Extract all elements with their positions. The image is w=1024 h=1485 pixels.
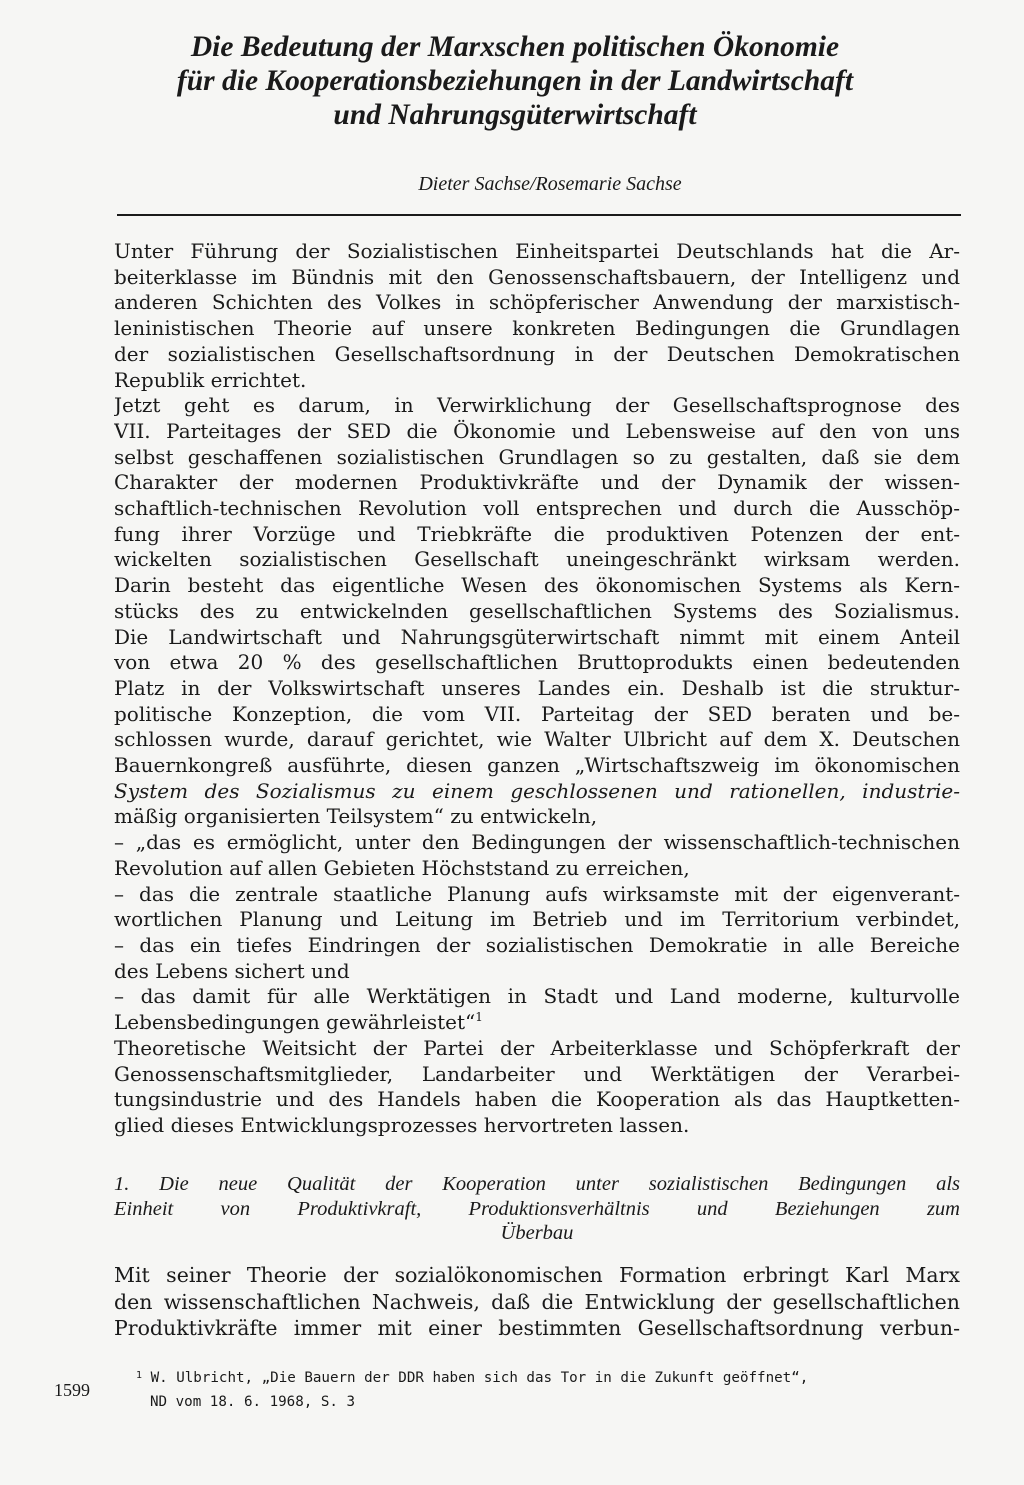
body-line: Republik errichtet. (114, 367, 307, 392)
body-line: VII. Parteitages der SED die Ökonomie und Lebensweise auf den von uns (114, 418, 960, 443)
body-line: beiterklasse im Bündnis mit den Genossenschaftsbauern, der Intelligenz und (114, 264, 960, 289)
body-line: glied dieses Entwicklungsprozesses hervortreten lassen. (114, 1112, 690, 1137)
heading-line: Einheit von Produktivkraft, Produktionsverhältnis und Beziehungen zum (114, 1197, 960, 1220)
article-title (120, 30, 910, 132)
body-line: selbst geschaffenen sozialistischen Grundlagen so zu gestalten, daß sie dem (114, 444, 960, 469)
footnote-line: ND vom 18. 6. 1968, S. 3 (150, 1394, 355, 1410)
body-line: Darin besteht das eigentliche Wesen des ökonomischen Systems als Kern- (114, 573, 960, 598)
title-line: und Nahrungsgüterwirtschaft (333, 99, 697, 131)
body-line: Revolution auf allen Gebieten Höchststand zu erreichen, (114, 855, 690, 880)
body-line: den wissenschaftlichen Nachweis, daß die Entwicklung der gesellschaftlichen (114, 1289, 960, 1314)
footnote-text: W. Ulbricht, „Die Bauern der DDR haben sich das Tor in die Zukunft geöffnet“, (150, 1370, 809, 1386)
body-line: – das damit für alle Werktätigen in Stadt und Land moderne, kulturvolle (114, 984, 960, 1009)
body-line-text: Lebensbedingungen gewährleistet“ (114, 1010, 476, 1035)
title-line: Die Bedeutung der Marxschen politischen Ökonomie (190, 31, 840, 63)
body-line: Platz in der Volkswirtschaft unseres Landes ein. Deshalb ist die struktur- (114, 675, 960, 700)
footnote-number: 1 (136, 1370, 143, 1381)
body-line: mäßig organisierten Teilsystem“ zu entwickeln, (114, 804, 598, 829)
body-line: von etwa 20 % des gesellschaftlichen Bruttoprodukts einen bedeutenden (114, 650, 960, 675)
body-line: Unter Führung der Sozialistischen Einheitspartei Deutschlands hat die Ar- (114, 239, 960, 263)
body-line: politische Konzeption, die vom VII. Parteitag der SED beraten und be- (114, 701, 960, 726)
body-line: der sozialistischen Gesellschaftsordnung in der Deutschen Demokratischen (114, 341, 960, 366)
body-line: – das ein tiefes Eindringen der sozialistischen Demokratie in alle Bereiche (114, 932, 960, 957)
body-line: Charakter der modernen Produktivkräfte und der Dynamik der wissen- (114, 470, 960, 495)
body-line: Bauernkongreß ausführte, diesen ganzen „Wirtschaftszweig im ökonomischen (114, 753, 960, 778)
article-authors: Dieter Sachse/Rosemarie Sachse (418, 173, 682, 195)
body-line: wickelten sozialistischen Gesellschaft uneingeschränkt wirksam werden. (114, 547, 960, 572)
body-line: Genossenschaftsmitglieder, Landarbeiter und Werktätigen der Verarbei- (114, 1061, 960, 1086)
section-heading (114, 1172, 960, 1246)
body-line: wortlichen Planung und Leitung im Betrieb und im Territorium verbindet, (114, 907, 960, 932)
title-line: für die Kooperationsbeziehungen in der Landwirtschaft (176, 65, 854, 97)
heading-line: 1. Die neue Qualität der Kooperation unter sozialistischen Bedingungen als (114, 1173, 960, 1195)
body-line: fung ihrer Vorzüge und Triebkräfte die produktiven Potenzen der ent- (114, 521, 960, 546)
body-line: schaftlich-technischen Revolution voll entsprechen und durch die Ausschöp- (114, 496, 960, 521)
footnote-line (136, 1366, 956, 1390)
body-line: schlossen wurde, darauf gerichtet, wie Walter Ulbricht auf dem X. Deutschen (114, 727, 960, 752)
body-line: des Lebens sichert und (114, 958, 350, 983)
body-line: leninistischen Theorie auf unsere konkreten Bedingungen die Grundlagen (114, 316, 960, 341)
body-line: System des Sozialismus zu einem geschlossenen und rationellen, industrie- (114, 778, 960, 803)
footnote (136, 1366, 956, 1414)
page-number: 1599 (54, 1380, 90, 1400)
section-body-text (114, 1262, 960, 1342)
body-line: tungsindustrie und des Handels haben die Kooperation als das Hauptketten- (114, 1087, 960, 1112)
body-line: Die Landwirtschaft und Nahrungsgüterwirtschaft nimmt mit einem Anteil (114, 624, 960, 649)
body-text (114, 239, 960, 1139)
heading-line: Überbau (500, 1222, 574, 1245)
body-line: anderen Schichten des Volkes in schöpferischer Anwendung der marxistisch- (114, 290, 960, 315)
body-line: Jetzt geht es darum, in Verwirklichung der Gesellschaftsprognose des (114, 393, 960, 418)
body-line: – das die zentrale staatliche Planung aufs wirksamste mit der eigenverant- (114, 881, 960, 906)
body-line (114, 1010, 960, 1036)
body-line: Theoretische Weitsicht der Partei der Arbeiterklasse und Schöpferkraft der (114, 1035, 960, 1060)
body-line: Mit seiner Theorie der sozialökonomischen Formation erbringt Karl Marx (114, 1263, 960, 1287)
body-line: stücks des zu entwickelnden gesellschaftlichen Systems des Sozialismus. (114, 598, 960, 623)
title-divider (117, 214, 961, 216)
footnote-marker[interactable]: 1 (475, 1010, 483, 1025)
body-line: – „das es ermöglicht, unter den Bedingungen der wissenschaftlich-technischen (114, 830, 960, 855)
body-line: Produktivkräfte immer mit einer bestimmten Gesellschaftsordnung verbun- (114, 1316, 960, 1340)
